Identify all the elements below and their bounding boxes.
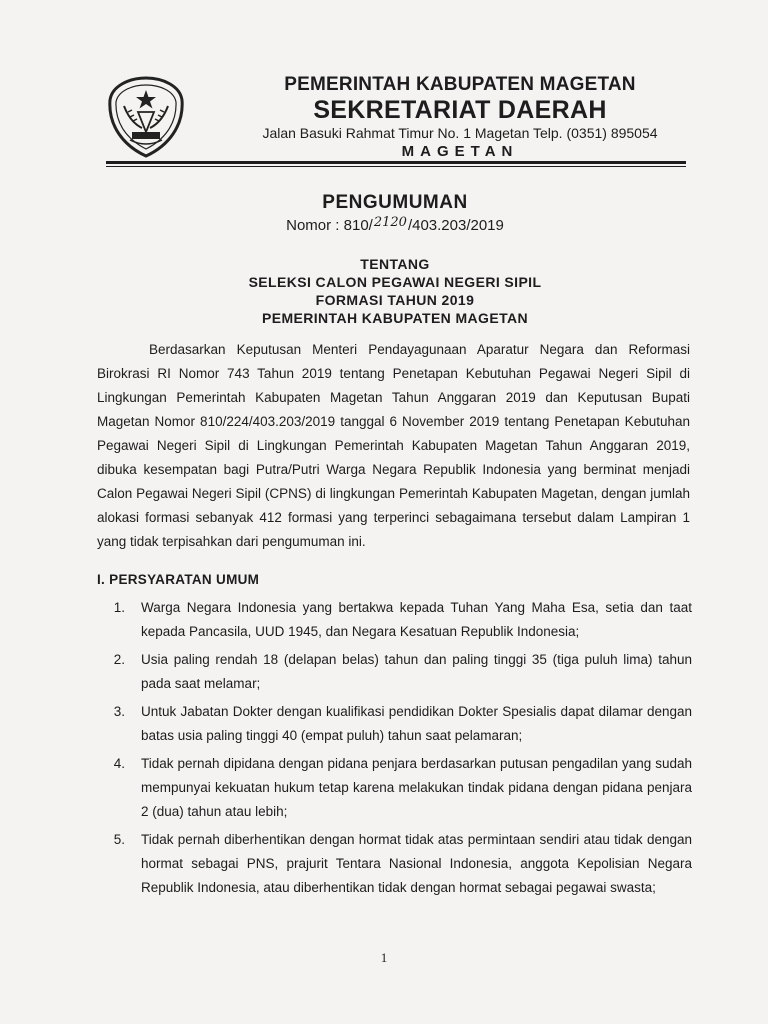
subject-line: SELEKSI CALON PEGAWAI NEGERI SIPIL	[248, 274, 542, 290]
list-item-text: Tidak pernah dipidana dengan pidana penjara berdasarkan putusan pengadilan yang sudah mempunyai kekuatan hukum tetap karena melakukan tindak pidana dengan pidana penjara 2 (dua) tahun atau lebih;	[141, 756, 692, 819]
list-item-text: Untuk Jabatan Dokter dengan kualifikasi pendidikan Dokter Spesialis dapat dilamar dengan batas usia paling tinggi 40 (empat puluh) tahun saat pelamaran;	[141, 704, 692, 743]
list-item-text: Warga Negara Indonesia yang bertakwa kepada Tuhan Yang Maha Esa, setia dan taat kepada Pancasila, UUD 1945, dan Negara Kesatuan Republik Indonesia;	[141, 600, 692, 639]
letterhead-city: MAGETAN	[401, 143, 519, 160]
announcement-title: PENGUMUMAN	[322, 192, 468, 213]
list-item	[97, 700, 692, 748]
list-item-text: Tidak pernah diberhentikan dengan hormat tidak atas permintaan sendiri atau tidak dengan hormat sebagai PNS, prajurit Tentara Nasional Indonesia, anggota Kepolisian Negara Republik Indonesia, atau diberhentikan tidak dengan hormat sebagai pegawai swasta;	[141, 832, 692, 895]
intro-paragraph: Berdasarkan Keputusan Menteri Pendayagunaan Aparatur Negara dan Reformasi Birokrasi RI Nomor 743 Tahun 2019 tentang Penetapan Kebutuhan Pegawai Negeri Sipil di Lingkungan Pemerintah Kabupaten Magetan Tahun Anggaran 2019 dan Keputusan Bupati Magetan Nomor 810/224/403.203/2019 tanggal 6 November 2019 tentang Penetapan Kebutuhan Pegawai Negeri Sipil di Lingkungan Pemerintah Kabupaten Magetan Tahun Anggaran 2019, dibuka kesempatan bagi Putra/Putri Warga Negara Republik Indonesia yang berminat menjadi Calon Pegawai Negeri Sipil (CPNS) di lingkungan Pemerintah Kabupaten Magetan, dengan jumlah alokasi formasi sebanyak 412 formasi yang terperinci sebagaimana tersebut dalam Lampiran 1 yang tidak terpisahkan dari pengumuman ini.	[97, 342, 690, 549]
list-item-text: Usia paling rendah 18 (delapan belas) tahun dan paling tinggi 35 (tiga puluh lima) tahun pada saat melamar;	[141, 652, 692, 691]
list-item	[97, 828, 692, 900]
number-suffix: /403.203/2019	[407, 217, 504, 234]
letterhead-divider-thin	[106, 166, 686, 167]
announcement-header	[100, 192, 690, 327]
list-item-number: 4.	[113, 756, 125, 771]
subject-line: PEMERINTAH KABUPATEN MAGETAN	[261, 310, 529, 326]
announcement-subject	[100, 255, 690, 327]
subject-line: TENTANG	[360, 256, 430, 272]
number-prefix: Nomor : 810/	[286, 217, 373, 234]
subject-line: FORMASI TAHUN 2019	[315, 292, 475, 308]
list-item	[97, 752, 692, 824]
list-item	[97, 596, 692, 644]
list-item-number: 5.	[113, 832, 125, 847]
number-handwritten: 2120	[373, 215, 407, 230]
requirements-list	[97, 596, 692, 904]
list-item	[97, 648, 692, 696]
section-heading: I. PERSYARATAN UMUM	[97, 572, 260, 587]
letterhead	[200, 74, 720, 162]
letterhead-divider	[106, 161, 686, 164]
regency-coat-of-arms-icon	[108, 76, 184, 158]
letterhead-government: PEMERINTAH KABUPATEN MAGETAN	[284, 74, 636, 95]
letterhead-office: SEKRETARIAT DAERAH	[313, 96, 607, 124]
page-number: 1	[380, 950, 388, 965]
list-item-number: 2.	[113, 652, 125, 667]
letterhead-address: Jalan Basuki Rahmat Timur No. 1 Magetan Telp. (0351) 895054	[262, 125, 658, 141]
list-item-number: 1.	[113, 600, 125, 615]
announcement-number	[100, 216, 690, 237]
list-item-number: 3.	[113, 704, 125, 719]
